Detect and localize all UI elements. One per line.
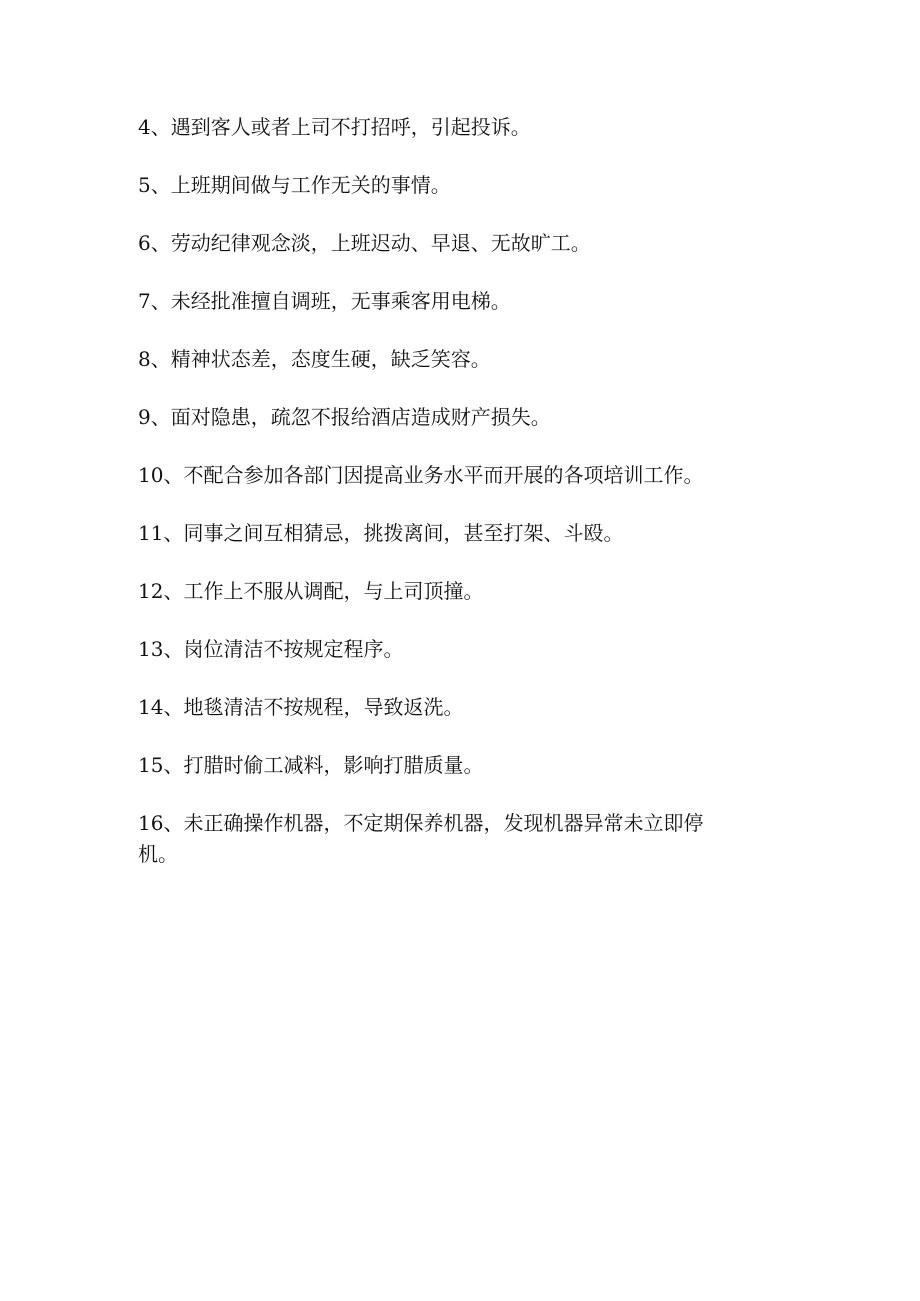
- list-item: 10、不配合参加各部门因提高业务水平而开展的各项培训工作。: [138, 463, 704, 487]
- list-item: 7、未经批准擅自调班，无事乘客用电梯。: [138, 289, 511, 313]
- list-item: 13、岗位清洁不按规定程序。: [138, 637, 404, 661]
- list-item: 4、遇到客人或者上司不打招呼，引起投诉。: [138, 115, 531, 139]
- list-item: 8、精神状态差，态度生硬，缺乏笑容。: [138, 347, 491, 371]
- list-item: 14、地毯清洁不按规程，导致返洗。: [138, 695, 464, 719]
- list-item: 16、未正确操作机器，不定期保养机器，发现机器异常未立即停机。: [138, 811, 704, 866]
- list-item: 12、工作上不服从调配，与上司顶撞。: [138, 579, 484, 603]
- list-item: 15、打腊时偷工减料，影响打腊质量。: [138, 753, 484, 777]
- list-item: 5、上班期间做与工作无关的事情。: [138, 173, 451, 197]
- rule-list: [138, 112, 738, 897]
- list-item: 9、面对隐患，疏忽不报给酒店造成财产损失。: [138, 405, 551, 429]
- list-item: 6、劳动纪律观念淡，上班迟动、早退、无故旷工。: [138, 231, 591, 255]
- list-item: 11、同事之间互相猜忌，挑拨离间，甚至打架、斗殴。: [138, 521, 624, 545]
